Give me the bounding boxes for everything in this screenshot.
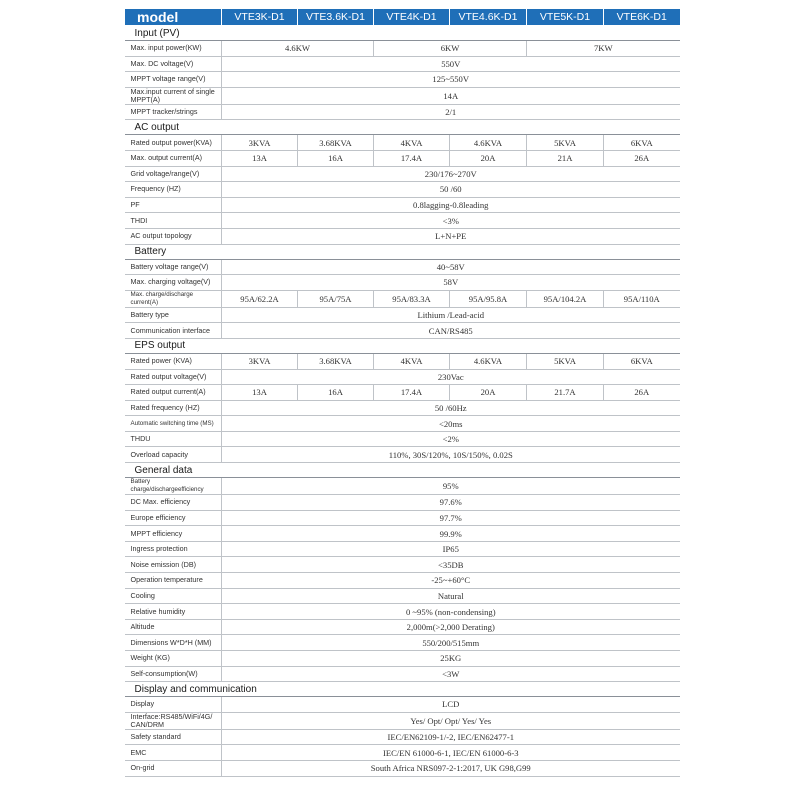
spec-value: 3KVA (222, 353, 298, 369)
section-title: Input (PV) (125, 26, 680, 41)
section-header (125, 682, 680, 697)
spec-value: 4.6KW (222, 41, 374, 57)
spec-row (125, 573, 680, 589)
spec-label: THDI (125, 213, 222, 229)
spec-label: Max. charge/discharge current(A) (125, 290, 222, 307)
spec-value: 13A (222, 150, 298, 166)
spec-label: Rated power (KVA) (125, 353, 222, 369)
spec-value: 230/176~270V (222, 166, 680, 182)
spec-value: 95A/95.8A (450, 290, 527, 307)
spec-label: Relative humidity (125, 604, 222, 620)
spec-row (125, 259, 680, 275)
spec-value: 6KW (374, 41, 527, 57)
spec-value: <35DB (222, 557, 680, 573)
spec-value: 3.68KVA (298, 353, 374, 369)
spec-row (125, 213, 680, 229)
model-col-3: VTE4K-D1 (374, 9, 450, 26)
spec-value: 20A (450, 150, 527, 166)
spec-value: Natural (222, 588, 680, 604)
model-col-5: VTE5K-D1 (527, 9, 604, 26)
spec-value: 17.4A (374, 150, 450, 166)
spec-label: Cooling (125, 588, 222, 604)
spec-value: -25~+60°C (222, 573, 680, 589)
spec-label: Interface:RS485/WiFi/4G/ CAN/DRM (125, 712, 222, 729)
section-title: AC output (125, 120, 680, 135)
model-col-6: VTE6K-D1 (604, 9, 680, 26)
spec-value: 16A (298, 150, 374, 166)
spec-label: Rated output power(KVA) (125, 135, 222, 151)
spec-label: Self-consumption(W) (125, 666, 222, 682)
spec-value: IEC/EN62109-1/-2, IEC/EN62477-1 (222, 729, 680, 745)
spec-row (125, 510, 680, 526)
spec-value: 97.7% (222, 510, 680, 526)
spec-value: IEC/EN 61000-6-1, IEC/EN 61000-6-3 (222, 745, 680, 761)
spec-label: Europe efficiency (125, 510, 222, 526)
spec-label: Battery voltage range(V) (125, 259, 222, 275)
spec-row (125, 495, 680, 511)
section-header (125, 338, 680, 353)
spec-value: 4KVA (374, 135, 450, 151)
spec-value: 21A (527, 150, 604, 166)
spec-row (125, 416, 680, 432)
spec-row (125, 526, 680, 542)
spec-value: 95A/83.3A (374, 290, 450, 307)
spec-value: 3KVA (222, 135, 298, 151)
spec-value: 6KVA (604, 135, 680, 151)
spec-value: 4KVA (374, 353, 450, 369)
spec-value: 26A (604, 385, 680, 401)
spec-label: MPPT tracker/strings (125, 104, 222, 120)
spec-value: 5KVA (527, 135, 604, 151)
spec-row (125, 166, 680, 182)
spec-value: 50 /60Hz (222, 400, 680, 416)
spec-value: 95A/62.2A (222, 290, 298, 307)
spec-row (125, 228, 680, 244)
spec-value: 40~58V (222, 259, 680, 275)
spec-label: MPPT voltage range(V) (125, 72, 222, 88)
spec-value: 13A (222, 385, 298, 401)
spec-label: Dimensions W*D*H (MM) (125, 635, 222, 651)
model-col-1: VTE3K-D1 (222, 9, 298, 26)
spec-label: AC output topology (125, 228, 222, 244)
section-title: EPS output (125, 338, 680, 353)
spec-label: PF (125, 197, 222, 213)
spec-row (125, 197, 680, 213)
model-label: model (125, 9, 222, 26)
spec-value: 5KVA (527, 353, 604, 369)
spec-row (125, 72, 680, 88)
spec-row (125, 150, 680, 166)
spec-row (125, 712, 680, 729)
spec-value: <3W (222, 666, 680, 682)
spec-label: Rated output current(A) (125, 385, 222, 401)
spec-label: Rated output voltage(V) (125, 369, 222, 385)
section-title: Display and communication (125, 682, 680, 697)
spec-row (125, 104, 680, 120)
spec-label: Operation temperature (125, 573, 222, 589)
spec-row (125, 353, 680, 369)
spec-value: LCD (222, 697, 680, 713)
spec-label: Safety standard (125, 729, 222, 745)
spec-label: Overload capacity (125, 447, 222, 463)
spec-row (125, 56, 680, 72)
spec-value: IP65 (222, 541, 680, 557)
spec-row (125, 697, 680, 713)
spec-value: 125~550V (222, 72, 680, 88)
spec-row (125, 604, 680, 620)
header-row (125, 9, 680, 26)
spec-value: 58V (222, 275, 680, 291)
spec-row (125, 745, 680, 761)
model-col-2: VTE3.6K-D1 (298, 9, 374, 26)
spec-value: <2% (222, 431, 680, 447)
spec-value: 21.7A (527, 385, 604, 401)
spec-label: Weight (KG) (125, 651, 222, 667)
spec-row (125, 635, 680, 651)
spec-value: 17.4A (374, 385, 450, 401)
spec-value: 99.9% (222, 526, 680, 542)
spec-label: Battery type (125, 307, 222, 323)
spec-value: 550/200/515mm (222, 635, 680, 651)
spec-value: <20ms (222, 416, 680, 432)
spec-row (125, 651, 680, 667)
spec-value: 26A (604, 150, 680, 166)
spec-value: 95% (222, 478, 680, 495)
spec-value: CAN/RS485 (222, 323, 680, 339)
spec-label: Automatic switching time (MS) (125, 416, 222, 432)
section-header (125, 26, 680, 41)
spec-value: 2,000m(>2,000 Derating) (222, 619, 680, 635)
spec-value: <3% (222, 213, 680, 229)
spec-value: 50 /60 (222, 182, 680, 198)
spec-value: 0.8lagging-0.8leading (222, 197, 680, 213)
spec-label: On-grid (125, 760, 222, 776)
spec-value: 7KW (527, 41, 680, 57)
spec-label: Max. output current(A) (125, 150, 222, 166)
section-title: General data (125, 463, 680, 478)
section-header (125, 120, 680, 135)
spec-value: 16A (298, 385, 374, 401)
spec-value: 230Vac (222, 369, 680, 385)
spec-value: 95A/104.2A (527, 290, 604, 307)
spec-label: Noise emission (DB) (125, 557, 222, 573)
spec-label: MPPT efficiency (125, 526, 222, 542)
section-header (125, 244, 680, 259)
spec-value: 14A (222, 87, 680, 104)
section-header (125, 463, 680, 478)
spec-row (125, 41, 680, 57)
spec-value: 4.6KVA (450, 353, 527, 369)
spec-label: Frequency (HZ) (125, 182, 222, 198)
spec-row (125, 541, 680, 557)
spec-value: 20A (450, 385, 527, 401)
spec-value: 95A/75A (298, 290, 374, 307)
spec-row (125, 323, 680, 339)
spec-label: Rated frequency (HZ) (125, 400, 222, 416)
spec-row (125, 369, 680, 385)
spec-label: Max.input current of single MPPT(A) (125, 87, 222, 104)
spec-label: Max. DC voltage(V) (125, 56, 222, 72)
spec-label: Max. charging voltage(V) (125, 275, 222, 291)
spec-row (125, 135, 680, 151)
spec-label: Ingress protection (125, 541, 222, 557)
spec-row (125, 557, 680, 573)
spec-row (125, 307, 680, 323)
spec-value: 550V (222, 56, 680, 72)
spec-label: Grid voltage/range(V) (125, 166, 222, 182)
spec-label: THDU (125, 431, 222, 447)
spec-row (125, 182, 680, 198)
model-col-4: VTE4.6K-D1 (450, 9, 527, 26)
spec-row (125, 588, 680, 604)
spec-row (125, 385, 680, 401)
spec-row (125, 619, 680, 635)
spec-value: 0 ~95% (non-condensing) (222, 604, 680, 620)
spec-value: 6KVA (604, 353, 680, 369)
spec-label: Communication interface (125, 323, 222, 339)
spec-value: 4.6KVA (450, 135, 527, 151)
spec-label: Display (125, 697, 222, 713)
spec-value: 2/1 (222, 104, 680, 120)
spec-row (125, 275, 680, 291)
spec-row (125, 666, 680, 682)
spec-label: DC Max. efficiency (125, 495, 222, 511)
spec-label: EMC (125, 745, 222, 761)
spec-label: Max. input power(KW) (125, 41, 222, 57)
section-title: Battery (125, 244, 680, 259)
spec-label: Altitude (125, 619, 222, 635)
spec-row (125, 431, 680, 447)
spec-value: Lithium /Lead-acid (222, 307, 680, 323)
spec-value: L+N+PE (222, 228, 680, 244)
spec-label: Battery charge/dischargeefficiency (125, 478, 222, 495)
spec-value: 95A/110A (604, 290, 680, 307)
spec-value: 25KG (222, 651, 680, 667)
spec-value: 97.6% (222, 495, 680, 511)
spec-row (125, 478, 680, 495)
spec-table (124, 8, 680, 777)
spec-row (125, 447, 680, 463)
spec-row (125, 290, 680, 307)
spec-value: Yes/ Opt/ Opt/ Yes/ Yes (222, 712, 680, 729)
spec-value: South Africa NRS097-2-1:2017, UK G98,G99 (222, 760, 680, 776)
spec-row (125, 87, 680, 104)
spec-row (125, 760, 680, 776)
spec-row (125, 400, 680, 416)
spec-value: 3.68KVA (298, 135, 374, 151)
spec-value: 110%, 30S/120%, 10S/150%, 0.02S (222, 447, 680, 463)
spec-row (125, 729, 680, 745)
